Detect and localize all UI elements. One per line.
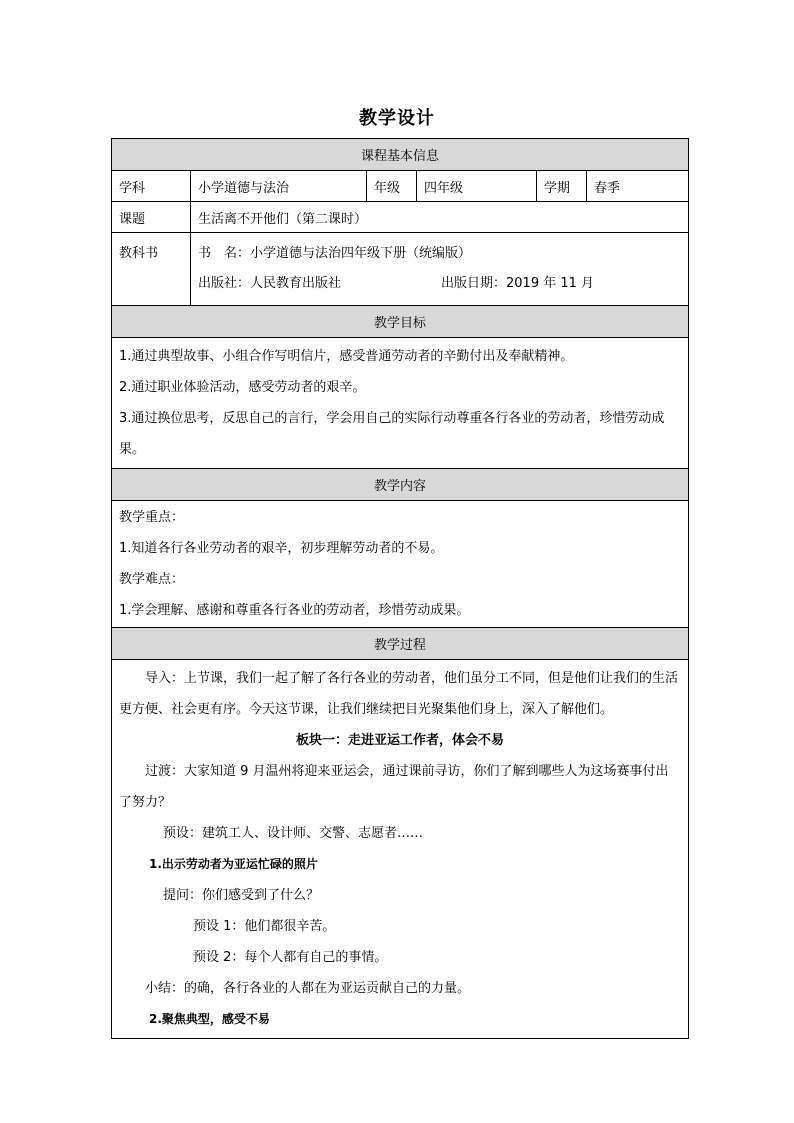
textbook-row <box>112 233 689 306</box>
topic-label: 课题 <box>112 202 191 233</box>
publisher-line <box>198 269 681 299</box>
step-heading: 1.出示劳动者为亚运忙碌的照片 <box>149 857 318 871</box>
process-row <box>112 660 689 1039</box>
topic-row <box>112 202 689 233</box>
question-line: 提问：你们感受到了什么？ <box>163 888 320 903</box>
intro-paragraph: 导入：上节课，我们一起了解了各行各业的劳动者，他们虽分工不同，但是他们让我们的生活更方便、社会更有序。今天这节课，让我们继续把目光聚集他们身上，深入了解他们。 <box>119 671 679 717</box>
objective-item: 2.通过职业体验活动，感受劳动者的艰辛。 <box>119 380 366 395</box>
textbook-info-cell <box>191 233 689 306</box>
objectives-row <box>112 338 689 469</box>
term-value: 春季 <box>587 171 689 202</box>
objectives-cell <box>112 338 689 469</box>
difficulty-label: 教学难点： <box>119 572 185 587</box>
subject-label: 学科 <box>112 171 191 202</box>
grade-label: 年级 <box>367 171 417 202</box>
term-label: 学期 <box>537 171 587 202</box>
preset-line: 预设：建筑工人、设计师、交警、志愿者…… <box>163 826 424 841</box>
grade-value: 四年级 <box>417 171 537 202</box>
section-heading: 板块一：走进亚运工作者，体会不易 <box>296 733 505 748</box>
document-title: 教学设计 <box>359 108 435 129</box>
content-row <box>112 501 689 628</box>
objective-item: 1.通过典型故事、小组合作写明信片，感受普通劳动者的辛勤付出及奉献精神。 <box>119 349 574 364</box>
preset-answer: 预设 2：每个人都有自己的事情。 <box>193 950 388 965</box>
subject-row <box>112 171 689 202</box>
difficulty-item: 1.学会理解、感谢和尊重各行各业的劳动者，珍惜劳动成果。 <box>119 603 470 618</box>
subject-value: 小学道德与法治 <box>191 171 367 202</box>
topic-value: 生活离不开他们（第二课时） <box>191 202 689 233</box>
publish-date: 出版日期：2019 年 11 月 <box>441 276 595 291</box>
textbook-label-cell <box>112 233 191 306</box>
content-header-row <box>112 469 689 501</box>
process-cell <box>112 660 689 1039</box>
preset-answer: 预设 1：他们都很辛苦。 <box>193 919 336 934</box>
basic-info-header-row <box>112 139 689 171</box>
step-heading: 2.聚焦典型，感受不易 <box>149 1012 270 1026</box>
key-point-item: 1.知道各行各业劳动者的艰辛，初步理解劳动者的不易。 <box>119 541 444 556</box>
basic-info-header: 课程基本信息 <box>112 139 689 171</box>
content-header: 教学内容 <box>112 469 689 501</box>
process-header: 教学过程 <box>112 628 689 660</box>
objectives-header-row <box>112 306 689 338</box>
summary-line: 小结：的确，各行各业的人都在为亚运贡献自己的力量。 <box>145 981 471 996</box>
book-name: 书 名：小学道德与法治四年级下册（统编版） <box>198 246 472 261</box>
publisher: 出版社：人民教育出版社 <box>198 276 342 291</box>
transition-paragraph: 过渡：大家知道 9 月温州将迎来亚运会，通过课前寻访，你们了解到哪些人为这场赛事付出了努力？ <box>119 764 669 810</box>
process-header-row <box>112 628 689 660</box>
key-points-label: 教学重点： <box>119 510 185 525</box>
objectives-header: 教学目标 <box>112 306 689 338</box>
textbook-label: 教科书 <box>119 246 159 261</box>
content-cell <box>112 501 689 628</box>
objective-item: 3.通过换位思考，反思自己的言行，学会用自己的实际行动尊重各行各业的劳动者，珍惜劳动成果。 <box>119 411 665 457</box>
lesson-plan-table <box>111 138 689 1039</box>
